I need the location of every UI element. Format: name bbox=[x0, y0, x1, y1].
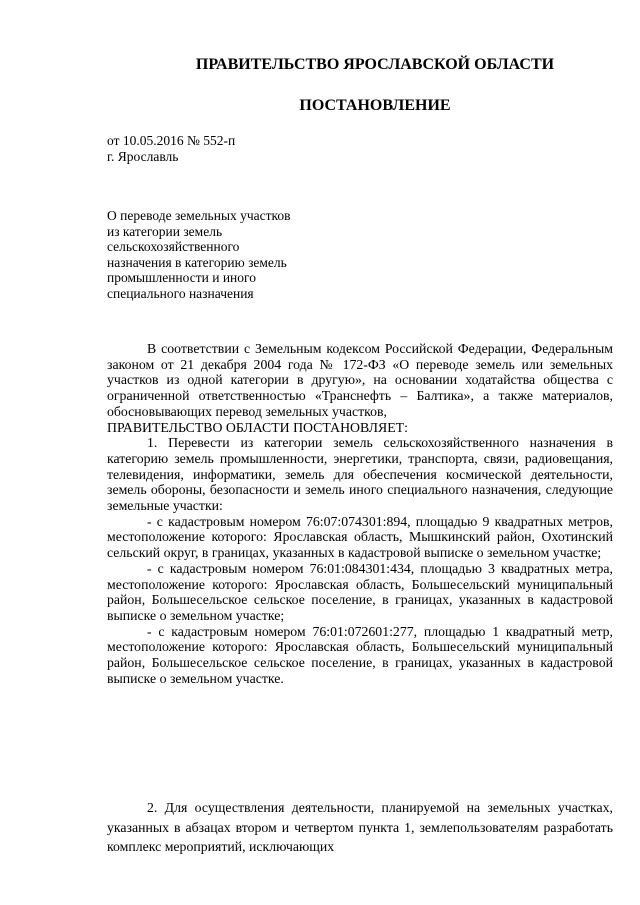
government-title: ПРАВИТЕЛЬСТВО ЯРОСЛАВСКОЙ ОБЛАСТИ bbox=[195, 56, 555, 73]
document-type-title: ПОСТАНОВЛЕНИЕ bbox=[299, 97, 451, 114]
point-2-block bbox=[107, 798, 613, 857]
point-1-paragraph: 1. Перевести из категории земель сельскохозяйственного назначения в категорию земель промышленности, энергетики, транспорта, связи, радиовещания, телевидения, информатики, земель для обеспечения космической деятельности, земель обороны, безопасности и земель иного специального назначения, следующие земельные участки: bbox=[107, 435, 613, 514]
document-body bbox=[107, 341, 613, 686]
document-meta bbox=[107, 133, 235, 164]
subject-line: специального назначения bbox=[107, 285, 254, 301]
subject-line: промышленности и иного bbox=[107, 270, 256, 286]
subject-line: из категории земель bbox=[107, 223, 223, 239]
plot-item: - с кадастровым номером 76:01:084301:434, площадью 3 квадратных метра, местоположение которого: Ярославская область, Большесельский муниципальный район, Большесельское сельское поселение, в границах, указанных в кадастровой выписке о земельном участке; bbox=[107, 560, 613, 623]
plot-item: - с кадастровым номером 76:07:074301:894, площадью 9 квадратных метров, местоположение которого: Ярославская область, Мышкинский район, Охотинский сельский округ, в границах, указанных в кадастровой выписке о земельном участке; bbox=[107, 513, 613, 561]
subject-line: сельскохозяйственного bbox=[107, 239, 240, 255]
plot-item: - с кадастровым номером 76:01:072601:277, площадью 1 квадратный метр, местоположение которого: Ярославская область, Большесельский муниципальный район, Большесельское сельское поселение, в границах, указанных в кадастровой выписке о земельном участке. bbox=[107, 623, 613, 686]
date-number: от 10.05.2016 № 552-п bbox=[107, 133, 236, 148]
city: г. Ярославль bbox=[107, 148, 179, 164]
preamble-paragraph: В соответствии с Земельным кодексом Российской Федерации, Федеральным законом от 21 декабря 2004 года № 172-ФЗ «О переводе земель или земельных участков из одной категории в другую», на основании ходатайства общества с ограниченной ответственностью «Транснефть – Балтика», а также материалов, обосновывающих перевод земельных участков, bbox=[107, 341, 613, 419]
point-2-paragraph: 2. Для осуществления деятельности, планируемой на земельных участках, указанных в абзацах втором и четвертом пункта 1, землепользователям разработать комплекс мероприятий, исключающих bbox=[107, 800, 613, 855]
decree-heading: ПРАВИТЕЛЬСТВО ОБЛАСТИ ПОСТАНОВЛЯЕТ: bbox=[107, 419, 408, 435]
document-subject bbox=[107, 208, 407, 302]
subject-line: О переводе земельных участков bbox=[107, 208, 291, 223]
subject-line: назначения в категорию земель bbox=[107, 254, 287, 270]
